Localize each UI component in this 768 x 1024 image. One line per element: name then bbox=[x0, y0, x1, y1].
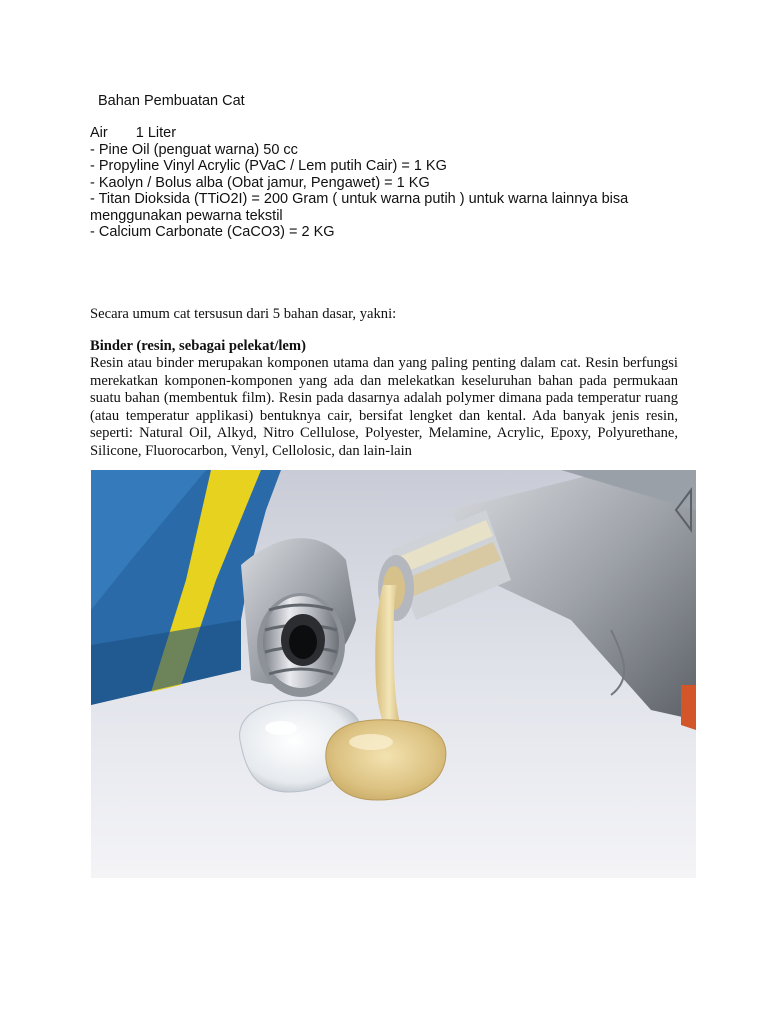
ingredient-air bbox=[90, 125, 650, 142]
document-title: Bahan Pembuatan Cat bbox=[98, 93, 245, 109]
ingredient-item: - Pine Oil (penguat warna) 50 cc bbox=[90, 141, 298, 158]
binder-heading: Binder (resin, sebagai pelekat/lem) bbox=[90, 338, 306, 354]
binder-paragraph: Resin atau binder merupakan komponen utama dan yang paling penting dalam cat. Resin berfungsi merekatkan komponen-komponen yang ada dan melekatkan keseluruhan bahan pada permukaan suatu bahan (membentuk film). Resin pada dasarnya adalah polymer dimana pada temperatur ruang (atau temperatur applikasi) bentuknya cair, bersifat lengket dan kental. Ada banyak jenis resin, seperti: Natural Oil, Alkyd, Nitro Cellulose, Polyester, Melamine, Acrylic, Epoxy, Polyurethane, Silicone, Fluorocarbon, Venyl, Cellolosic, dan lain-lain bbox=[90, 355, 678, 459]
ingredient-item: - Calcium Carbonate (CaCO3) = 2 KG bbox=[90, 224, 335, 240]
ingredient-item: - Propyline Vinyl Acrylic (PVaC / Lem putih Cair) = 1 KG bbox=[90, 158, 447, 174]
ingredient-item: - Titan Dioksida (TTiO2I) = 200 Gram ( untuk warna putih ) untuk warna lainnya bisa menggunakan pewarna tekstil bbox=[90, 191, 629, 224]
ingredient-item: - Kaolyn / Bolus alba (Obat jamur, Pengawet) = 1 KG bbox=[90, 174, 430, 191]
ingredient-air-amount: 1 Liter bbox=[135, 125, 177, 141]
intro-paragraph: Secara umum cat tersusun dari 5 bahan dasar, yakni: bbox=[90, 306, 397, 322]
ingredient-list bbox=[90, 125, 650, 241]
ingredient-air-label: Air bbox=[90, 125, 108, 141]
glue-tubes-photo bbox=[91, 470, 696, 878]
